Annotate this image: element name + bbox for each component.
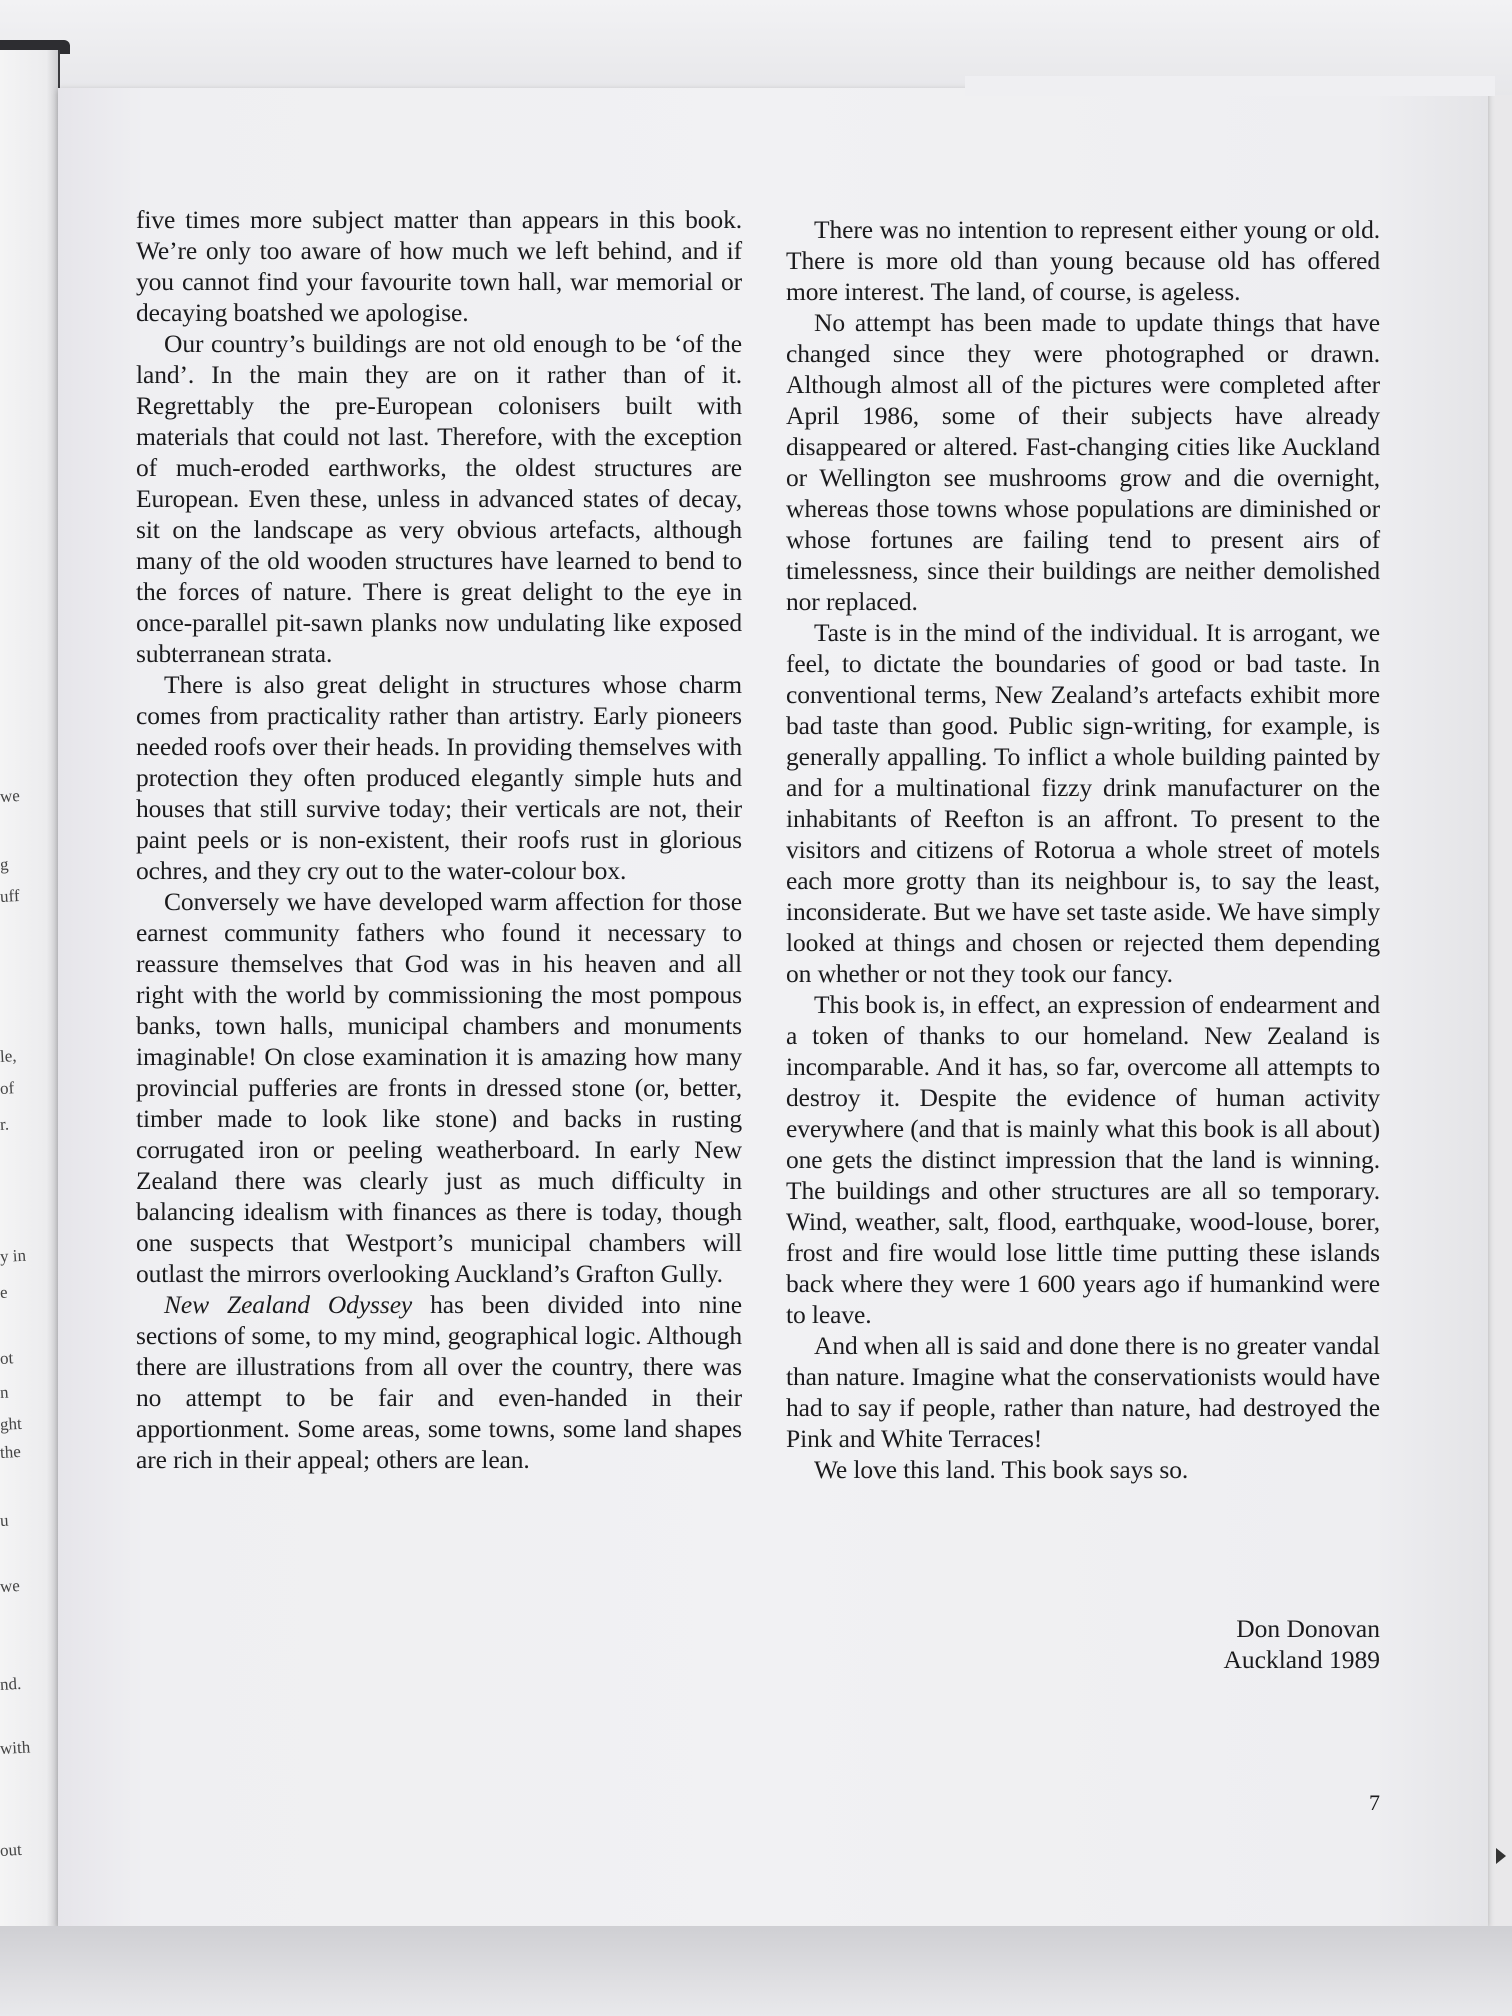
prev-page-fragment: of bbox=[0, 1078, 15, 1098]
paragraph: And when all is said and done there is no greater vandal than nature. Imagine what the conservationists would have had to say if people, rather than nature, had destroyed the Pink and White Terraces! bbox=[786, 1331, 1380, 1453]
prev-page-fragment: nd. bbox=[0, 1673, 22, 1694]
page-edge-tick bbox=[1496, 1848, 1506, 1864]
background-bottom bbox=[0, 1926, 1512, 2016]
paragraph: This book is, in effect, an expression of endearment and a token of thanks to our homeland. New Zealand is incomparable. And it has, so far, overcome all attempts to destroy it. Despite the evidence of human activity everywhere (and that is mainly what this book is all about) one gets the distinct impression that the land is winning. The buildings and other structures are all so temporary. Wind, weather, salt, flood, earthquake, wood-louse, borer, frost and fire would lose little time putting these islands back where they were 1 600 years ago if humankind were to leave. bbox=[786, 990, 1380, 1329]
prev-page-fragment: the bbox=[0, 1441, 22, 1462]
author-name: Don Donovan bbox=[1236, 1614, 1380, 1643]
prev-page-fragment: y in bbox=[0, 1245, 27, 1266]
paragraph: There is also great delight in structures whose charm comes from practicality rather than artistry. Early pioneers needed roofs over their heads. In providing themselves with protection they often produced elegantly simple huts and houses that still survive today; their verticals are not, their paint peels or is non-existent, their roofs rust in glorious ochres, and they cry out to the water-colour box. bbox=[136, 670, 742, 885]
page-top-edge bbox=[965, 76, 1495, 96]
prev-page-fragment: g bbox=[0, 854, 9, 874]
prev-page-fragment: we bbox=[0, 1575, 21, 1596]
paragraph: There was no intention to represent either young or old. There is more old than young because old has offered more interest. The land, of course, is ageless. bbox=[786, 215, 1380, 306]
paragraph: Our country’s buildings are not old enough to be ‘of the land’. In the main they are on it rather than of it. Regrettably the pre-European colonisers built with materials that could not last. Therefore, with the exception of much-eroded earthworks, the oldest structures are European. Even these, unless in advanced states of decay, sit on the landscape as very obvious artefacts, although many of the old wooden structures have learned to bend to the forces of nature. There is great delight to the eye in once-parallel pit-sawn planks now undulating like exposed subterranean strata. bbox=[136, 329, 742, 668]
paragraph bbox=[136, 1289, 742, 1475]
prev-page-fragment: n bbox=[0, 1382, 9, 1402]
prev-page-fragment: ot bbox=[0, 1348, 14, 1368]
paragraph: Conversely we have developed warm affection for those earnest community fathers who found it necessary to reassure themselves that God was in his heaven and all right with the world by commissioning the most pompous banks, town halls, municipal chambers and monuments imaginable! On close examination it is amazing how many provincial pufferies are fronts in dressed stone (or, better, timber made to look like stone) and backs in rusting corrugated iron or peeling weatherboard. In early New Zealand there was clearly just as much difficulty in balancing idealism with finances as there is today, though one suspects that Westport’s municipal chambers will outlast the mirrors overlooking Auckland’s Grafton Gully. bbox=[136, 887, 742, 1288]
book-title: New Zealand Odyssey bbox=[164, 1290, 413, 1319]
prev-page-fragment: le, bbox=[0, 1046, 18, 1066]
prev-page-fragment: ght bbox=[0, 1413, 23, 1434]
prev-page-fragment: uff bbox=[0, 885, 20, 906]
prev-page-fragment: r. bbox=[0, 1114, 10, 1134]
author-place-year: Auckland 1989 bbox=[1223, 1645, 1380, 1674]
paragraph: five times more subject matter than appears in this book. We’re only too aware of how much we left behind, and if you cannot find your favourite town hall, war memorial or decaying boatshed we apologise. bbox=[136, 205, 742, 327]
prev-page-fragment: with bbox=[0, 1737, 31, 1758]
prev-page-fragment: we bbox=[0, 785, 21, 806]
paragraph: No attempt has been made to update things that have changed since they were photographed or drawn. Although almost all of the pictures were completed after April 1986, some of their subjects have already disappeared or altered. Fast-changing cities like Auckland or Wellington see mushrooms grow and die overnight, whereas those towns whose populations are diminished or whose fortunes are failing tend to present airs of timelessness, since their buildings are neither demolished nor replaced. bbox=[786, 308, 1380, 616]
right-text-column bbox=[786, 214, 1380, 1485]
page-number: 7 bbox=[1369, 1790, 1380, 1815]
previous-page-edge bbox=[0, 50, 60, 1930]
author-signature bbox=[1140, 1613, 1380, 1675]
paragraph: Taste is in the mind of the individual. It is arrogant, we feel, to dictate the boundaries of good or bad taste. In conventional terms, New Zealand’s artefacts exhibit more bad taste than good. Public sign-writing, for example, is generally appalling. To inflict a whole building painted by and for a multinational fizzy drink manufacturer on the inhabitants of Reefton is an affront. To present to the visitors and citizens of Rotorua a whole street of motels each more grotty than its neighbour is, to say the least, inconsiderate. But we have set taste aside. We have simply looked at things and chosen or rejected them depending on whether or not they took our fancy. bbox=[786, 618, 1380, 988]
prev-page-fragment: u bbox=[0, 1510, 9, 1530]
paragraph-text: has been divided into nine sections of some, to my mind, geographical logic. Although there are illustrations from all over the country, there was no attempt to be fair and even-handed in their apportionment. Some areas, some towns, some land shapes are rich in their appeal; others are lean. bbox=[136, 1290, 742, 1474]
prev-page-fragment: out bbox=[0, 1839, 23, 1860]
prev-page-fragment: e bbox=[0, 1282, 9, 1302]
left-text-column bbox=[136, 204, 742, 1475]
paragraph: We love this land. This book says so. bbox=[814, 1455, 1189, 1484]
